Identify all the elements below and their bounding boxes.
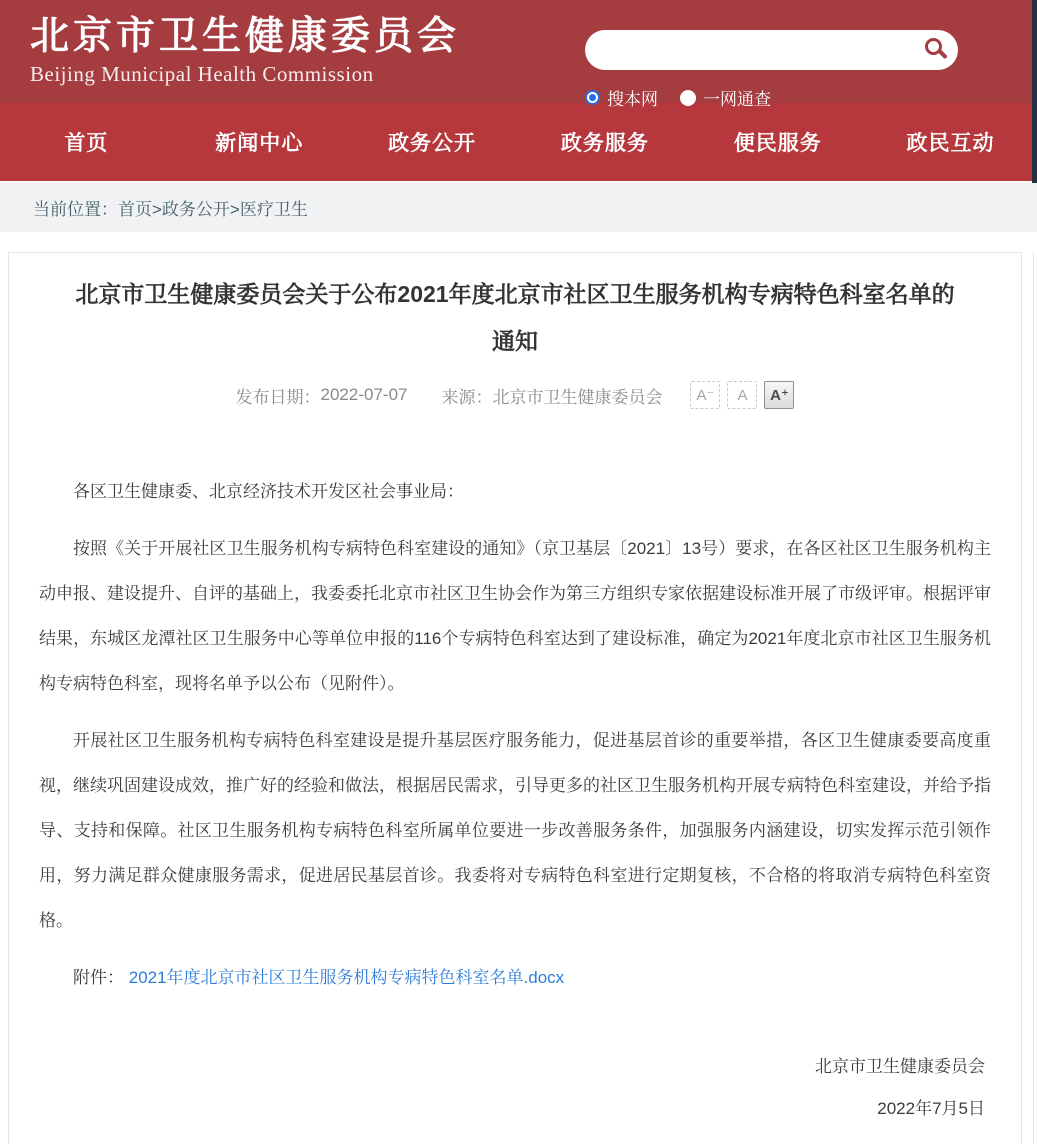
search-box: [585, 30, 958, 70]
article-title: [39, 271, 991, 365]
signoff-organization: 北京市卫生健康委员会: [815, 1057, 985, 1076]
attachment-label: 附件：: [73, 968, 124, 987]
radio-site-label: 搜本网: [607, 90, 658, 109]
font-larger-button[interactable]: A⁺: [764, 381, 794, 409]
publish-date-label: 发布日期：: [235, 387, 321, 407]
attachment-link[interactable]: 2021年度北京市社区卫生服务机构专病特色科室名单.docx: [128, 968, 565, 987]
signoff-date: 2022年7月5日: [877, 1099, 985, 1118]
nav-item-news[interactable]: 新闻中心: [215, 132, 304, 155]
radio-checked-icon[interactable]: [585, 90, 600, 105]
article-meta: [39, 381, 991, 409]
radio-option-search-network[interactable]: [680, 85, 771, 110]
site-logo[interactable]: [30, 14, 460, 87]
article-title-line-2: 通知: [492, 328, 538, 354]
breadcrumb: [0, 183, 1037, 232]
right-edge-clipped-element: [1032, 0, 1037, 183]
nav-item-gov-open[interactable]: 政务公开: [388, 132, 477, 155]
site-header: [0, 0, 1037, 109]
radio-option-search-site[interactable]: [585, 85, 658, 110]
nav-item-interaction[interactable]: 政民互动: [906, 132, 995, 155]
article-body: [39, 469, 991, 1000]
breadcrumb-path[interactable]: 首页>政务公开>医疗卫生: [118, 200, 308, 219]
search-icon[interactable]: [925, 38, 942, 55]
paragraph-requirements: 开展社区卫生服务机构专病特色科室建设是提升基层医疗服务能力，促进基层首诊的重要举措，各区卫生健康委要高度重视，继续巩固建设成效，推广好的经验和做法，根据居民需求，引导更多的社区卫生服务机构开展专病特色科室建设，并给予指导、支持和保障。社区卫生服务机构专病特色科室所属单位要进一步改善服务条件，加强服务内涵建设，切实发挥示范引领作用，努力满足群众健康服务需求，促进居民基层首诊。我委将对专病特色科室进行定期复核，不合格的将取消专病特色科室资格。: [39, 731, 991, 930]
font-size-controls: [690, 381, 794, 409]
breadcrumb-label: 当前位置：: [33, 200, 118, 219]
search-input[interactable]: [585, 30, 958, 70]
font-smaller-button[interactable]: A⁻: [690, 381, 720, 409]
site-logo-english: Beijing Municipal Health Commission: [30, 62, 374, 86]
paragraph-salutation: 各区卫生健康委、北京经济技术开发区社会事业局：: [73, 482, 464, 501]
source-label: 来源：: [441, 387, 493, 407]
search-scope-options: [585, 85, 958, 110]
article-card: [8, 252, 1022, 1144]
nav-item-gov-service[interactable]: 政务服务: [560, 132, 649, 155]
main-nav: [0, 103, 1037, 183]
source-value: 北京市卫生健康委员会: [492, 387, 663, 407]
paragraph-review-result: 按照《关于开展社区卫生服务机构专病特色科室建设的通知》（京卫基层〔2021〕13号）要求，在各区社区卫生服务机构主动申报、建设提升、自评的基础上，我委委托北京市社区卫生协会作为第三方组织专家依据建设标准开展了市级评审。根据评审结果，东城区龙潭社区卫生服务中心等单位申报的116个专病特色科室达到了建设标准，确定为2021年度北京市社区卫生服务机构专病特色科室，现将名单予以公布（见附件）。: [39, 539, 991, 693]
font-normal-button[interactable]: A: [727, 381, 757, 409]
radio-unchecked-icon[interactable]: [680, 90, 696, 106]
search-area: [585, 30, 958, 110]
radio-network-label: 一网通查: [703, 90, 771, 109]
site-logo-chinese: 北京市卫生健康委员会: [30, 15, 461, 58]
nav-item-home[interactable]: 首页: [64, 132, 109, 155]
nav-item-public-service[interactable]: 便民服务: [733, 132, 822, 155]
attachment-row: [39, 955, 991, 1000]
right-edge-card-sliver: [1033, 252, 1037, 1144]
publish-date-value: 2022-07-07: [320, 385, 408, 404]
article-title-line-1: 北京市卫生健康委员会关于公布2021年度北京市社区卫生服务机构专病特色科室名单的: [75, 281, 955, 307]
